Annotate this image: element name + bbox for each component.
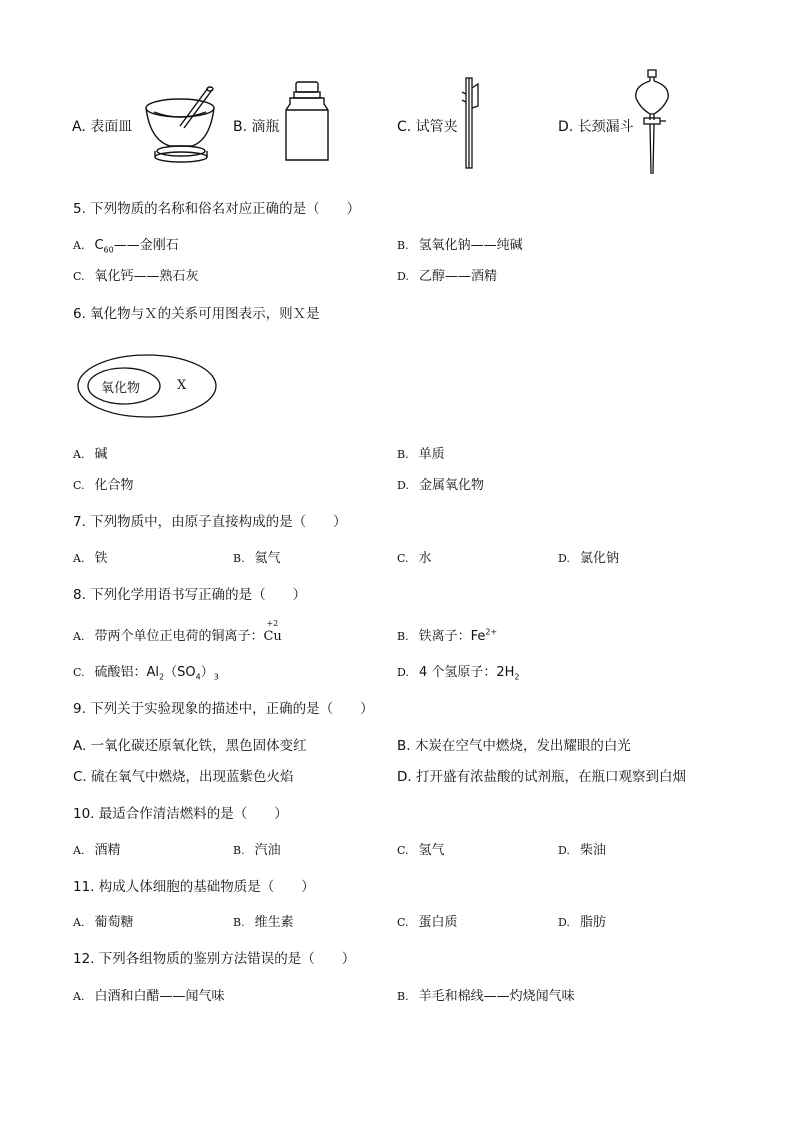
q8-option-d: D. 4 个氢原子：$2H_2$ <box>397 665 520 682</box>
q9-option-d: D. 打开盛有浓盐酸的试剂瓶，在瓶口观察到白烟 <box>397 769 686 785</box>
q12-option-a: A. 白酒和白醋——闻气味 <box>73 989 225 1004</box>
q12-option-b: B. 羊毛和棉线——灼烧闻气味 <box>397 989 575 1004</box>
q4-option-d: D. 长颈漏斗 <box>558 119 634 135</box>
venn-diagram <box>76 353 218 419</box>
venn-outer-label: X <box>177 378 187 393</box>
question-10-stem: 10. 最适合作清洁燃料的是（ ） <box>73 806 288 822</box>
q10-option-d: D. 柴油 <box>558 843 606 858</box>
mortar-pestle-icon <box>140 82 222 166</box>
q5-option-d: D. 乙醇——酒精 <box>397 269 497 284</box>
q7-option-c: C. 水 <box>397 551 432 566</box>
question-12-stem: 12. 下列各组物质的鉴别方法错误的是（ ） <box>73 951 356 967</box>
q6-option-c: C. 化合物 <box>73 478 134 493</box>
q7-option-d: D. 氯化钠 <box>558 551 619 566</box>
q6-option-b: B. 单质 <box>397 447 445 462</box>
question-6-stem: 6. 氧化物与Ｘ的关系可用图表示，则Ｘ是 <box>73 306 320 322</box>
q9-option-c: C. 硫在氧气中燃烧，出现蓝紫色火焰 <box>73 769 294 785</box>
q8-option-c: C. 硫酸铝：$Al_2(SO_4)_3$ <box>73 665 219 682</box>
q9-option-a: A. 一氧化碳还原氧化铁，黑色固体变红 <box>73 738 307 754</box>
q11-option-a: A. 葡萄糖 <box>73 915 134 930</box>
q11-option-b: B. 维生素 <box>233 915 294 930</box>
q7-option-a: A. 铁 <box>73 551 108 566</box>
question-5-stem: 5. 下列物质的名称和俗名对应正确的是（ ） <box>73 201 361 217</box>
q6-option-a: A. 碱 <box>73 447 108 462</box>
question-11-stem: 11. 构成人体细胞的基础物质是（ ） <box>73 879 315 895</box>
q10-option-a: A. 酒精 <box>73 843 121 858</box>
q9-option-b: B. 木炭在空气中燃烧，发出耀眼的白光 <box>397 738 631 754</box>
q4-option-b: B. 滴瓶 <box>233 119 280 135</box>
q5-option-a: A. $C_{60}——$金刚石 <box>73 238 179 255</box>
q5-option-b: B. 氢氧化钠——纯碱 <box>397 238 523 253</box>
q6-option-d: D. 金属氧化物 <box>397 478 484 493</box>
q4-option-a: A. 表面皿 <box>72 119 133 135</box>
separatory-funnel-icon <box>632 68 672 178</box>
q11-option-d: D. 脂肪 <box>558 915 606 930</box>
q10-option-b: B. 汽油 <box>233 843 281 858</box>
question-8-stem: 8. 下列化学用语书写正确的是（ ） <box>73 587 307 603</box>
q11-option-c: C. 蛋白质 <box>397 915 458 930</box>
q7-option-b: B. 氦气 <box>233 551 281 566</box>
q4-option-c: C. 试管夹 <box>397 119 458 135</box>
question-7-stem: 7. 下列物质中，由原子直接构成的是（ ） <box>73 514 347 530</box>
copper-ion-formula: +2 Cu <box>263 619 282 644</box>
q8-option-a: A. 带两个单位正电荷的铜离子： +2 Cu <box>73 619 282 644</box>
q5-option-c: C. 氧化钙——熟石灰 <box>73 269 199 284</box>
question-9-stem: 9. 下列关于实验现象的描述中，正确的是（ ） <box>73 701 374 717</box>
q8-option-b: B. 铁离子：$Fe^{2+}$ <box>397 627 498 644</box>
test-tube-clamp-icon <box>460 74 482 170</box>
dropper-bottle-icon <box>284 80 330 164</box>
q10-option-c: C. 氢气 <box>397 843 445 858</box>
venn-inner-label: 氧化物 <box>101 381 141 396</box>
